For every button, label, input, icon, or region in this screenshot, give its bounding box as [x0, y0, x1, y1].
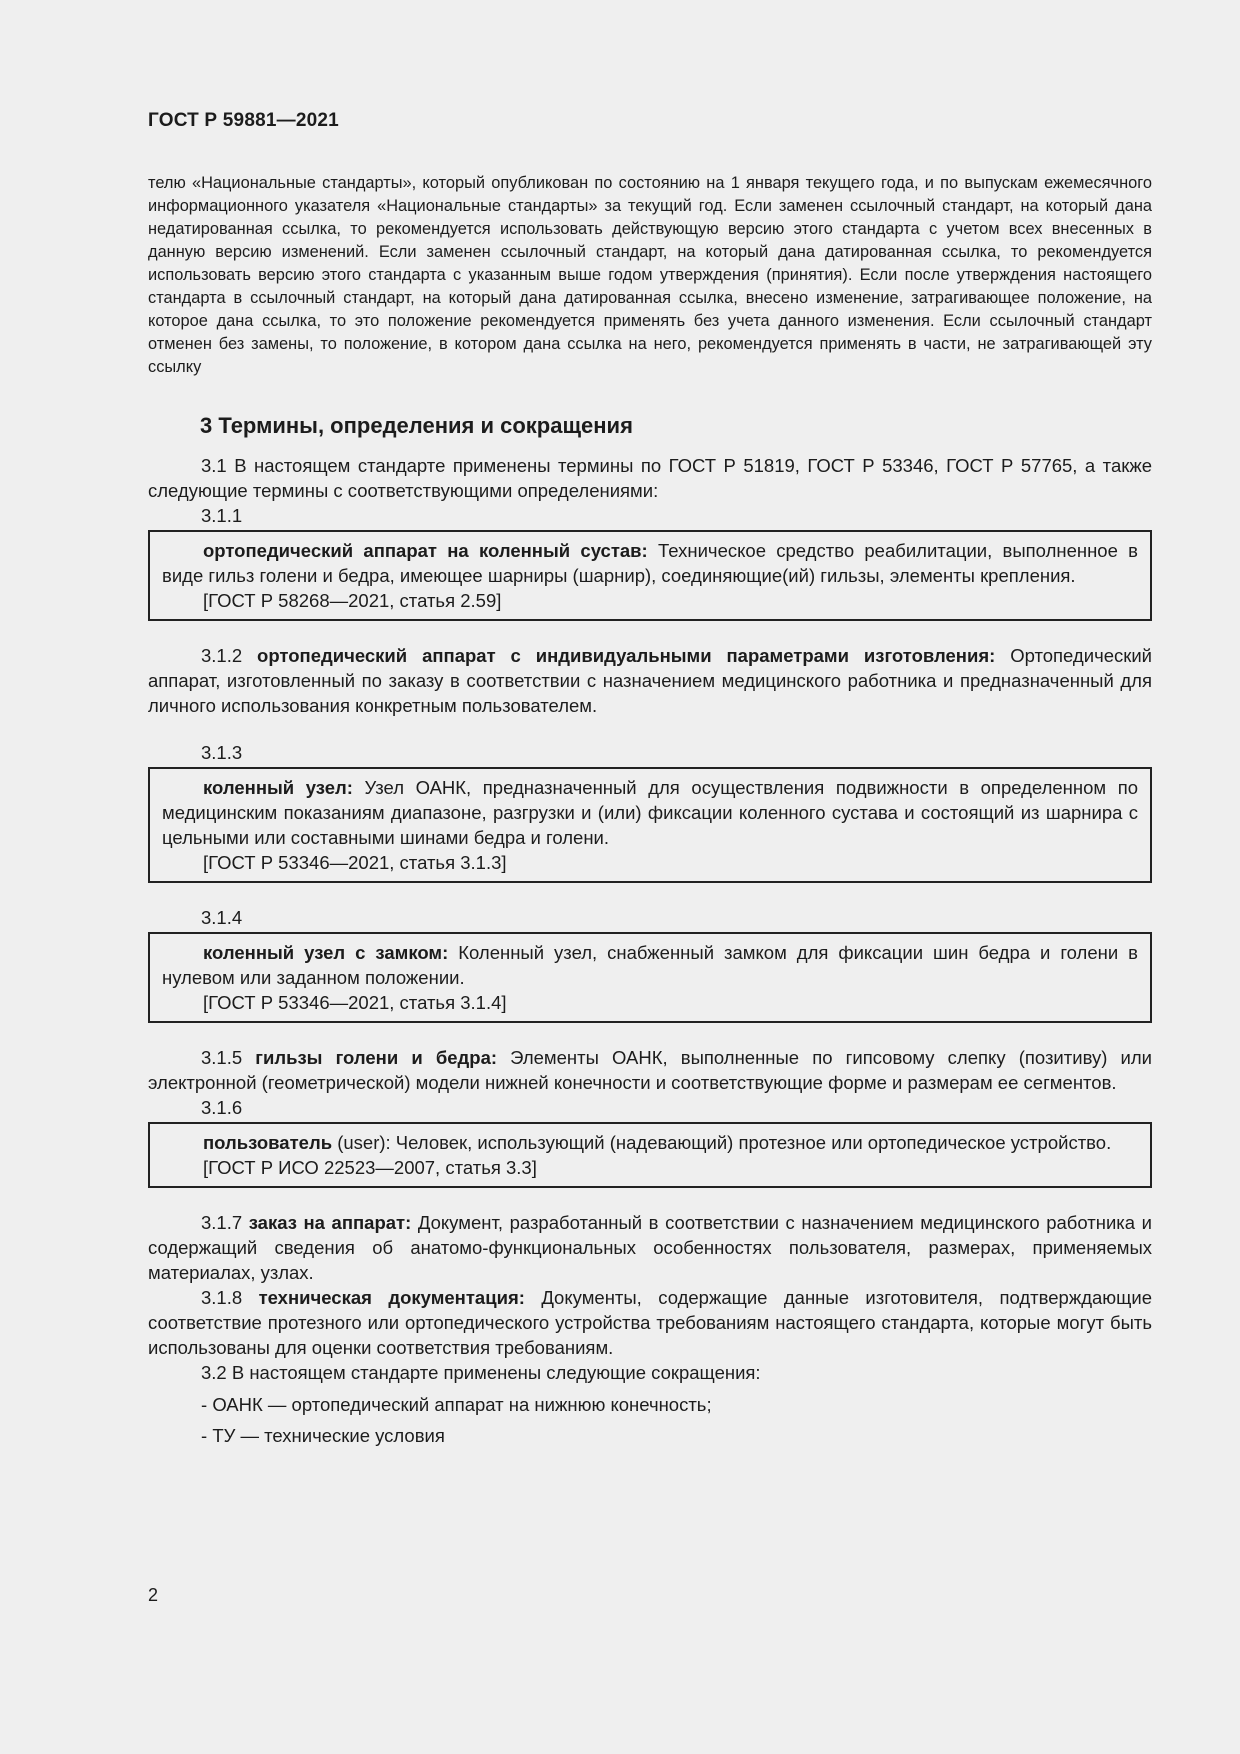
term-number-3-1-1: 3.1.1	[201, 505, 243, 526]
section-title: 3 Термины, определения и сокращения	[200, 413, 633, 438]
term-text: Техническое средство реабилитации, выполненное в виде гильз голени и бедра, имеющее шарниры (шарнир), соединяющие(ий) гильзы, элементы крепления.	[162, 540, 1138, 586]
term-text: Документы, содержащие данные изготовителя, подтверждающие соответствие протезного или ортопедического устройства требованиям настоящего стандарта, которые могут быть использованы для оценки соответствия требованиям.	[148, 1287, 1153, 1358]
term-3-1-7	[148, 1210, 1152, 1285]
list-item: - ТУ — технические условия	[201, 1420, 1152, 1451]
term-name: ортопедический аппарат с индивидуальными параметрами изготовления:	[257, 645, 996, 666]
term-name: коленный узел:	[203, 777, 353, 798]
page-number: 2	[148, 1585, 159, 1605]
intro-paragraph: телю «Национальные стандарты», который опубликован по состоянию на 1 января текущего года, и по выпускам ежемесячного информационного указателя «Национальные стандарты» за текущий год. Если заменен ссылочный стандарт, на который дана недатированная ссылка, то рекомендуется использовать действующую версию этого стандарта с учетом всех внесенных в данную версию изменений. Если заменен ссылочный стандарт, на который дана датированная ссылка, то рекомендуется использовать версию этого стандарта с указанным выше годом утверждения (принятия). Если после утверждения настоящего стандарта в ссылочный стандарт, на который дана датированная ссылка, внесено изменение, затрагивающее положение, на которое дана ссылка, то это положение рекомендуется применять без учета данного изменения. Если ссылочный стандарт отменен без замены, то положение, в котором дана ссылка на него, рекомендуется применять в части, не затрагивающей эту ссылку	[148, 174, 1152, 376]
term-name: заказ на аппарат:	[248, 1212, 412, 1233]
term-name: техническая документация:	[258, 1287, 525, 1308]
term-number: 3.1.8	[201, 1287, 259, 1308]
term-number-3-1-6: 3.1.6	[201, 1097, 243, 1118]
term-number: 3.1.7	[201, 1212, 249, 1233]
term-source: [ГОСТ Р 58268—2021, статья 2.59]	[203, 590, 502, 611]
term-text: Элементы ОАНК, выполненные по гипсовому слепку (позитиву) или электронной (геометрической) модели нижней конечности и соответствующие форме и размерам ее сегментов.	[148, 1047, 1152, 1093]
paragraph-3-1: 3.1 В настоящем стандарте применены термины по ГОСТ Р 51819, ГОСТ Р 53346, ГОСТ Р 57765, а также следующие термины с соответствующими определениями:	[148, 455, 1152, 501]
term-number: 3.1.5	[201, 1047, 256, 1068]
term-definition	[162, 1130, 1138, 1155]
term-box-3-1-6	[148, 1122, 1152, 1188]
term-text: Документ, разработанный в соответствии с назначением медицинского работника и содержащий сведения об анатомо-функциональных особенностях пользователя, размерах, применяемых материалах, узлах.	[148, 1212, 1152, 1283]
paragraph-3-2: 3.2 В настоящем стандарте применены следующие сокращения:	[201, 1362, 761, 1383]
term-number-3-1-4: 3.1.4	[201, 907, 243, 928]
term-number: 3.1.2	[201, 645, 258, 666]
term-3-1-5	[148, 1045, 1152, 1095]
term-number-3-1-3: 3.1.3	[201, 742, 243, 763]
term-source: [ГОСТ Р ИСО 22523—2007, статья 3.3]	[203, 1157, 537, 1178]
term-definition	[162, 940, 1138, 990]
term-text: Ортопедический аппарат, изготовленный по заказу в соответствии с назначением медицинского работника и предназначенный для личного использования конкретным пользователем.	[148, 645, 1153, 716]
term-text: (user): Человек, использующий (надевающий) протезное или ортопедическое устройство.	[332, 1132, 1112, 1153]
term-3-1-8	[148, 1285, 1152, 1360]
term-name: коленный узел с замком:	[203, 942, 449, 963]
term-3-1-2	[148, 643, 1152, 718]
term-text: Коленный узел, снабженный замком для фиксации шин бедра и голени в нулевом или заданном положении.	[162, 942, 1138, 988]
abbreviation-list	[148, 1389, 1152, 1451]
term-text: Узел ОАНК, предназначенный для осуществления подвижности в определенном по медицинским показаниям диапазоне, разгрузки и (или) фиксации коленного сустава и состоящий из шарнира с цельными или составными шинами бедра и голени.	[162, 777, 1139, 848]
term-definition	[162, 538, 1138, 588]
term-box-3-1-1	[148, 530, 1152, 621]
term-name: ортопедический аппарат на коленный сустав:	[203, 540, 648, 561]
document-header: ГОСТ Р 59881—2021	[148, 110, 339, 131]
term-source: [ГОСТ Р 53346—2021, статья 3.1.4]	[203, 992, 507, 1013]
term-box-3-1-4	[148, 932, 1152, 1023]
term-name: пользователь	[203, 1132, 333, 1153]
list-item: - ОАНК — ортопедический аппарат на нижнюю конечность;	[201, 1389, 1152, 1420]
term-definition	[162, 775, 1138, 850]
term-box-3-1-3	[148, 767, 1152, 883]
document-page	[148, 110, 1152, 1451]
term-name: гильзы голени и бедра:	[255, 1047, 498, 1068]
term-source: [ГОСТ Р 53346—2021, статья 3.1.3]	[203, 852, 507, 873]
